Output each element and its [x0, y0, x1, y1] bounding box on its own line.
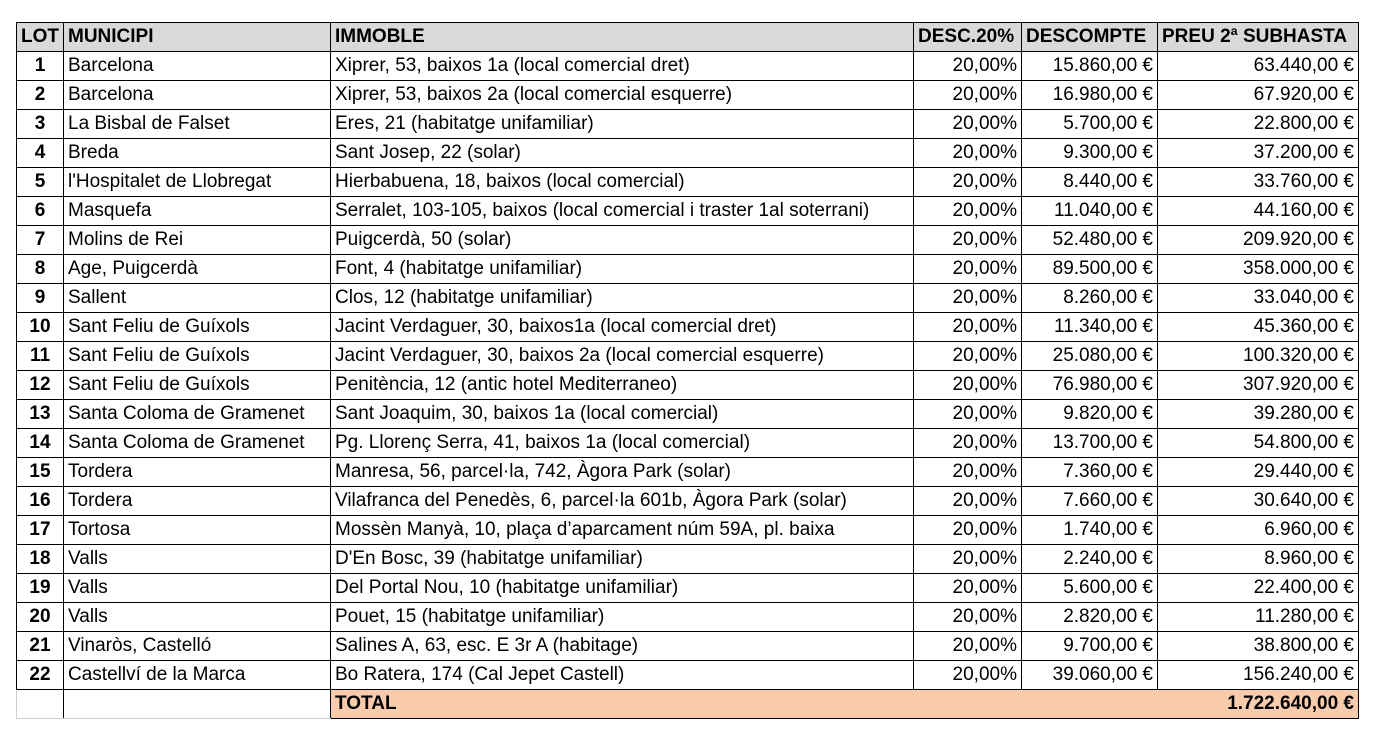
municipi-cell: Sant Feliu de Guíxols [64, 342, 331, 371]
desc-cell: 20,00% [914, 545, 1022, 574]
table-row [17, 545, 1359, 574]
municipi-cell: Molins de Rei [64, 226, 331, 255]
lot-cell: 6 [17, 197, 64, 226]
table-row [17, 52, 1359, 81]
descompte-cell: 5.700,00 € [1022, 110, 1158, 139]
table-row [17, 429, 1359, 458]
lot-cell: 13 [17, 400, 64, 429]
immoble-cell: Penitència, 12 (antic hotel Mediterraneo) [331, 371, 914, 400]
lot-cell: 14 [17, 429, 64, 458]
desc-cell: 20,00% [914, 313, 1022, 342]
desc-cell: 20,00% [914, 168, 1022, 197]
immoble-cell: Manresa, 56, parcel·la, 742, Àgora Park (solar) [331, 458, 914, 487]
table-row [17, 197, 1359, 226]
header-lot: LOT [17, 23, 64, 52]
immoble-cell: Font, 4 (habitatge unifamiliar) [331, 255, 914, 284]
lot-cell: 21 [17, 632, 64, 661]
preu-cell: 100.320,00 € [1158, 342, 1359, 371]
immoble-cell: Clos, 12 (habitatge unifamiliar) [331, 284, 914, 313]
desc-cell: 20,00% [914, 458, 1022, 487]
lot-cell: 5 [17, 168, 64, 197]
table-row [17, 632, 1359, 661]
lot-cell: 22 [17, 661, 64, 690]
lot-cell: 16 [17, 487, 64, 516]
header-descompte: DESCOMPTE [1022, 23, 1158, 52]
immoble-cell: Jacint Verdaguer, 30, baixos 2a (local comercial esquerre) [331, 342, 914, 371]
table-row [17, 574, 1359, 603]
preu-cell: 67.920,00 € [1158, 81, 1359, 110]
lot-cell: 3 [17, 110, 64, 139]
municipi-cell: Barcelona [64, 52, 331, 81]
preu-cell: 38.800,00 € [1158, 632, 1359, 661]
immoble-cell: Hierbabuena, 18, baixos (local comercial) [331, 168, 914, 197]
table-row [17, 603, 1359, 632]
preu-cell: 45.360,00 € [1158, 313, 1359, 342]
preu-cell: 307.920,00 € [1158, 371, 1359, 400]
municipi-cell: Breda [64, 139, 331, 168]
preu-cell: 358.000,00 € [1158, 255, 1359, 284]
total-blank-municipi [64, 690, 331, 719]
immoble-cell: Del Portal Nou, 10 (habitatge unifamiliar) [331, 574, 914, 603]
lot-cell: 17 [17, 516, 64, 545]
immoble-cell: Xiprer, 53, baixos 1a (local comercial dret) [331, 52, 914, 81]
descompte-cell: 8.440,00 € [1022, 168, 1158, 197]
desc-cell: 20,00% [914, 516, 1022, 545]
municipi-cell: Santa Coloma de Gramenet [64, 400, 331, 429]
desc-cell: 20,00% [914, 284, 1022, 313]
desc-cell: 20,00% [914, 371, 1022, 400]
table-row [17, 255, 1359, 284]
table-row [17, 226, 1359, 255]
preu-cell: 44.160,00 € [1158, 197, 1359, 226]
table-row [17, 110, 1359, 139]
immoble-cell: Pouet, 15 (habitatge unifamiliar) [331, 603, 914, 632]
preu-cell: 22.400,00 € [1158, 574, 1359, 603]
header-municipi: MUNICIPI [64, 23, 331, 52]
table-row [17, 661, 1359, 690]
preu-cell: 6.960,00 € [1158, 516, 1359, 545]
table-row [17, 313, 1359, 342]
lot-cell: 19 [17, 574, 64, 603]
desc-cell: 20,00% [914, 110, 1022, 139]
descompte-cell: 52.480,00 € [1022, 226, 1158, 255]
header-preu: PREU 2ª SUBHASTA [1158, 23, 1359, 52]
desc-cell: 20,00% [914, 81, 1022, 110]
municipi-cell: Tortosa [64, 516, 331, 545]
desc-cell: 20,00% [914, 52, 1022, 81]
preu-cell: 33.760,00 € [1158, 168, 1359, 197]
descompte-cell: 39.060,00 € [1022, 661, 1158, 690]
immoble-cell: Mossèn Manyà, 10, plaça d’aparcament núm 59A, pl. baixa [331, 516, 914, 545]
municipi-cell: Sant Feliu de Guíxols [64, 371, 331, 400]
preu-cell: 37.200,00 € [1158, 139, 1359, 168]
descompte-cell: 15.860,00 € [1022, 52, 1158, 81]
preu-cell: 63.440,00 € [1158, 52, 1359, 81]
table-row [17, 371, 1359, 400]
preu-cell: 8.960,00 € [1158, 545, 1359, 574]
descompte-cell: 89.500,00 € [1022, 255, 1158, 284]
municipi-cell: Castellví de la Marca [64, 661, 331, 690]
municipi-cell: Tordera [64, 458, 331, 487]
table-row [17, 342, 1359, 371]
municipi-cell: Masquefa [64, 197, 331, 226]
descompte-cell: 25.080,00 € [1022, 342, 1158, 371]
desc-cell: 20,00% [914, 197, 1022, 226]
desc-cell: 20,00% [914, 400, 1022, 429]
preu-cell: 156.240,00 € [1158, 661, 1359, 690]
preu-cell: 33.040,00 € [1158, 284, 1359, 313]
immoble-cell: D'En Bosc, 39 (habitatge unifamiliar) [331, 545, 914, 574]
descompte-cell: 8.260,00 € [1022, 284, 1158, 313]
preu-cell: 11.280,00 € [1158, 603, 1359, 632]
descompte-cell: 76.980,00 € [1022, 371, 1158, 400]
lot-cell: 9 [17, 284, 64, 313]
table-row [17, 284, 1359, 313]
desc-cell: 20,00% [914, 139, 1022, 168]
immoble-cell: Eres, 21 (habitatge unifamiliar) [331, 110, 914, 139]
descompte-cell: 2.240,00 € [1022, 545, 1158, 574]
descompte-cell: 7.360,00 € [1022, 458, 1158, 487]
total-row [17, 690, 1359, 719]
desc-cell: 20,00% [914, 342, 1022, 371]
lot-cell: 1 [17, 52, 64, 81]
immoble-cell: Jacint Verdaguer, 30, baixos1a (local comercial dret) [331, 313, 914, 342]
desc-cell: 20,00% [914, 226, 1022, 255]
preu-cell: 30.640,00 € [1158, 487, 1359, 516]
descompte-cell: 9.700,00 € [1022, 632, 1158, 661]
desc-cell: 20,00% [914, 487, 1022, 516]
municipi-cell: Age, Puigcerdà [64, 255, 331, 284]
immoble-cell: Sant Josep, 22 (solar) [331, 139, 914, 168]
lot-cell: 2 [17, 81, 64, 110]
preu-cell: 39.280,00 € [1158, 400, 1359, 429]
lot-cell: 4 [17, 139, 64, 168]
desc-cell: 20,00% [914, 632, 1022, 661]
lot-cell: 15 [17, 458, 64, 487]
lot-cell: 10 [17, 313, 64, 342]
lot-cell: 8 [17, 255, 64, 284]
descompte-cell: 2.820,00 € [1022, 603, 1158, 632]
descompte-cell: 5.600,00 € [1022, 574, 1158, 603]
municipi-cell: Barcelona [64, 81, 331, 110]
municipi-cell: Sallent [64, 284, 331, 313]
lot-cell: 12 [17, 371, 64, 400]
descompte-cell: 11.040,00 € [1022, 197, 1158, 226]
immoble-cell: Puigcerdà, 50 (solar) [331, 226, 914, 255]
lot-cell: 7 [17, 226, 64, 255]
total-value: 1.722.640,00 € [1158, 690, 1359, 719]
municipi-cell: Santa Coloma de Gramenet [64, 429, 331, 458]
descompte-cell: 16.980,00 € [1022, 81, 1158, 110]
total-blank-lot [17, 690, 64, 719]
municipi-cell: l'Hospitalet de Llobregat [64, 168, 331, 197]
preu-cell: 54.800,00 € [1158, 429, 1359, 458]
preu-cell: 29.440,00 € [1158, 458, 1359, 487]
table-row [17, 81, 1359, 110]
desc-cell: 20,00% [914, 661, 1022, 690]
immoble-cell: Bo Ratera, 174 (Cal Jepet Castell) [331, 661, 914, 690]
descompte-cell: 11.340,00 € [1022, 313, 1158, 342]
table-row [17, 487, 1359, 516]
table-row [17, 139, 1359, 168]
total-label: TOTAL [331, 690, 1158, 719]
immoble-cell: Pg. Llorenç Serra, 41, baixos 1a (local comercial) [331, 429, 914, 458]
preu-cell: 209.920,00 € [1158, 226, 1359, 255]
immoble-cell: Salines A, 63, esc. E 3r A (habitage) [331, 632, 914, 661]
preu-cell: 22.800,00 € [1158, 110, 1359, 139]
municipi-cell: Valls [64, 545, 331, 574]
desc-cell: 20,00% [914, 574, 1022, 603]
immoble-cell: Vilafranca del Penedès, 6, parcel·la 601b, Àgora Park (solar) [331, 487, 914, 516]
lot-cell: 11 [17, 342, 64, 371]
descompte-cell: 1.740,00 € [1022, 516, 1158, 545]
lot-cell: 18 [17, 545, 64, 574]
municipi-cell: Valls [64, 574, 331, 603]
immoble-cell: Xiprer, 53, baixos 2a (local comercial esquerre) [331, 81, 914, 110]
municipi-cell: Vinaròs, Castelló [64, 632, 331, 661]
table-row [17, 168, 1359, 197]
header-desc: DESC.20% [914, 23, 1022, 52]
immoble-cell: Serralet, 103-105, baixos (local comercial i traster 1al soterrani) [331, 197, 914, 226]
auction-lots-table [16, 22, 1359, 719]
desc-cell: 20,00% [914, 255, 1022, 284]
descompte-cell: 13.700,00 € [1022, 429, 1158, 458]
table-row [17, 400, 1359, 429]
descompte-cell: 7.660,00 € [1022, 487, 1158, 516]
desc-cell: 20,00% [914, 429, 1022, 458]
desc-cell: 20,00% [914, 603, 1022, 632]
table-row [17, 516, 1359, 545]
descompte-cell: 9.820,00 € [1022, 400, 1158, 429]
immoble-cell: Sant Joaquim, 30, baixos 1a (local comercial) [331, 400, 914, 429]
table-row [17, 458, 1359, 487]
descompte-cell: 9.300,00 € [1022, 139, 1158, 168]
municipi-cell: La Bisbal de Falset [64, 110, 331, 139]
header-immoble: IMMOBLE [331, 23, 914, 52]
municipi-cell: Tordera [64, 487, 331, 516]
header-row [17, 23, 1359, 52]
municipi-cell: Sant Feliu de Guíxols [64, 313, 331, 342]
municipi-cell: Valls [64, 603, 331, 632]
lot-cell: 20 [17, 603, 64, 632]
